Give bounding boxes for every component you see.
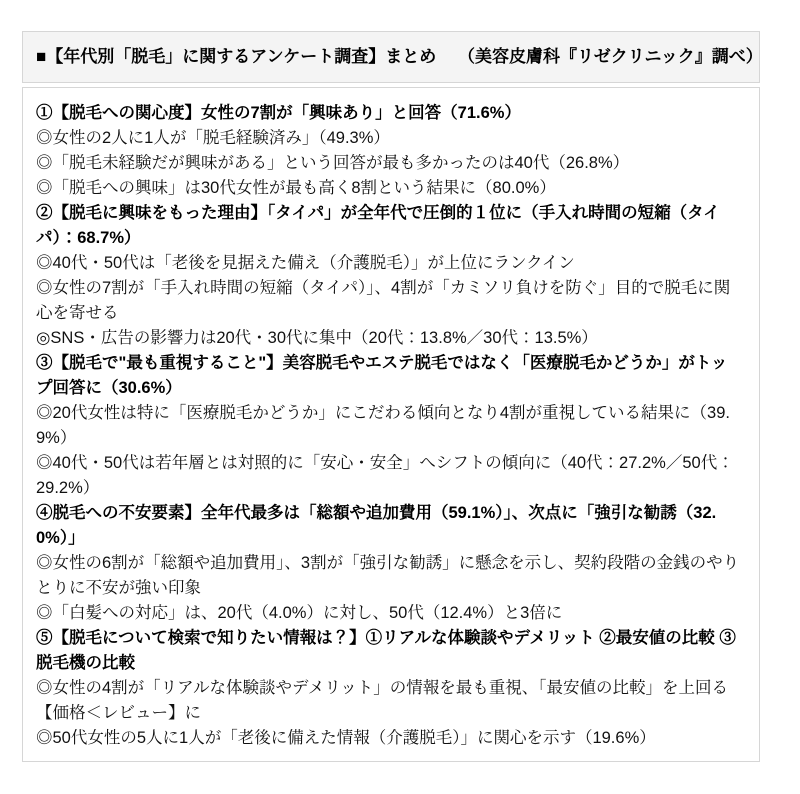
summary-detail-line: ◎40代・50代は「老後を見据えた備え（介護脱毛）」が上位にランクイン (36, 254, 575, 272)
summary-detail-line: ◎女性の6割が「総額や追加費用」、3割が「強引な勧誘」に懸念を示し、契約段階の金銭のやりとりに不安が強い印象 (36, 554, 740, 597)
summary-detail-line: ◎女性の2人に1人が「脱毛経験済み」（49.3%） (36, 129, 390, 147)
summary-detail-line: ◎50代女性の5人に1人が「老後に備えた情報（介護脱毛）」に関心を示す（19.6%） (36, 729, 656, 747)
summary-detail-line: ◎女性の7割が「手入れ時間の短縮（タイパ）」、4割が「カミソリ負けを防ぐ」目的で脱毛に関心を寄せる (36, 279, 731, 322)
summary-detail-line: ◎SNS・広告の影響力は20代・30代に集中（20代：13.8%／30代：13.5%） (36, 329, 598, 347)
report-title-bar (22, 31, 763, 83)
summary-heading-line: ②【脱毛に興味をもった理由】「タイパ」が全年代で圧倒的１位に（手入れ時間の短縮（タイパ）：68.7%） (36, 204, 720, 247)
summary-heading-line: ①【脱毛への関心度】女性の7割が「興味あり」と回答（71.6%） (36, 104, 521, 122)
summary-heading-line: ③【脱毛で"最も重視すること"】美容脱毛やエステ脱毛ではなく「医療脱毛かどうか」がトップ回答に（30.6%） (36, 354, 728, 397)
summary-detail-line: ◎40代・50代は若年層とは対照的に「安心・安全」へシフトの傾向に（40代：27.2%／50代：29.2%） (36, 454, 734, 497)
summary-detail-line: ◎20代女性は特に「医療脱毛かどうか」にこだわる傾向となり4割が重視している結果に（39.9%） (36, 404, 730, 447)
summary-heading-line: ⑤【脱毛について検索で知りたい情報は？】①リアルな体験談やデメリット ②最安値の比較 ③脱毛機の比較 (36, 629, 736, 672)
summary-card (22, 87, 760, 762)
summary-heading-line: ④脱毛への不安要素】全年代最多は「総額や追加費用（59.1%）」、次点に「強引な勧誘（32.0%）」 (36, 504, 717, 547)
summary-detail-line: ◎「白髪への対応」は、20代（4.0%）に対し、50代（12.4%）と3倍に (36, 604, 563, 622)
summary-list (36, 101, 740, 751)
summary-detail-line: ◎女性の4割が「リアルな体験談やデメリット」の情報を最も重視、「最安値の比較」を上回る【価格＜レビュー】に (36, 679, 728, 722)
summary-detail-line: ◎「脱毛未経験だが興味がある」という回答が最も多かったのは40代（26.8%） (36, 154, 630, 172)
summary-detail-line: ◎「脱毛への興味」は30代女性が最も高く8割という結果に（80.0%） (36, 179, 556, 197)
page-title: ■【年代別「脱毛」に関するアンケート調査】まとめ （美容皮膚科『リゼクリニック』調べ） (36, 46, 763, 66)
